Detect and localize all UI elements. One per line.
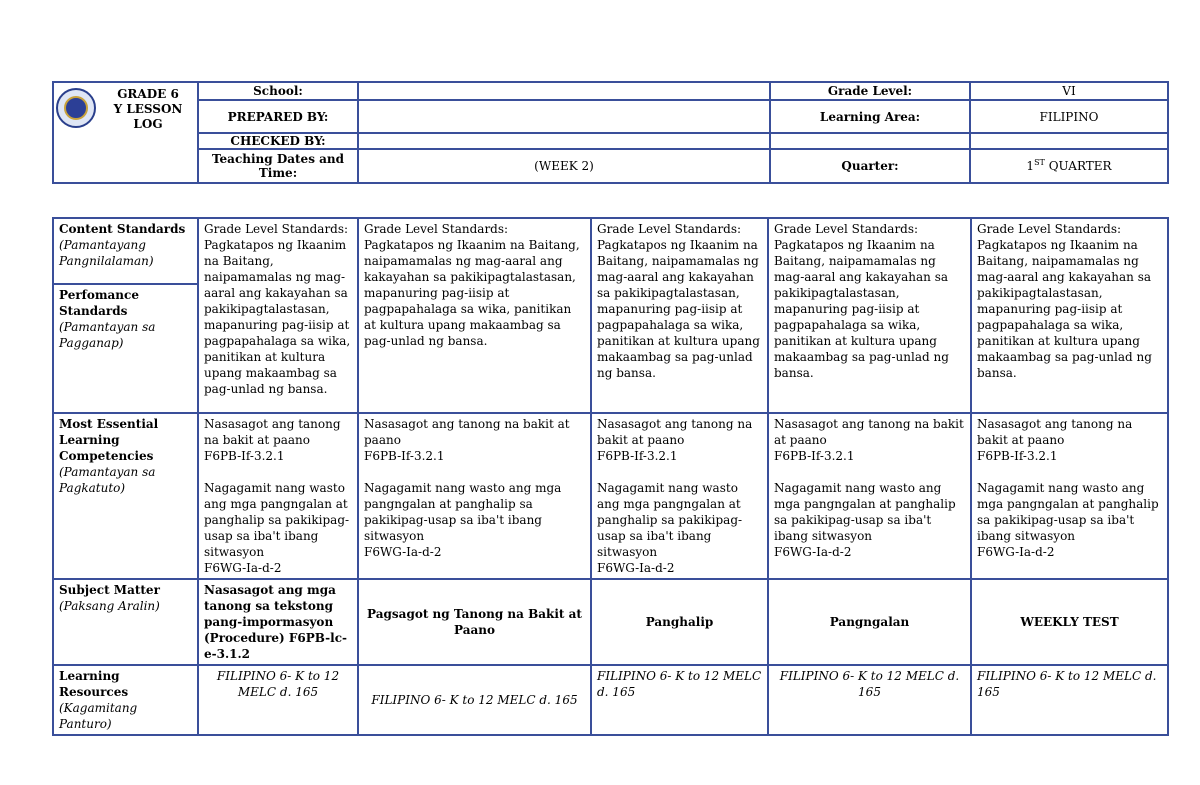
standards-cell-day-1 bbox=[198, 218, 358, 413]
competency-code-1: F6PB-If-3.2.1 bbox=[204, 449, 285, 463]
quarter-number: 1 bbox=[1026, 159, 1035, 173]
competency-2: Nagagamit nang wasto ang mga pangngalan at panghalip sa pakikipag-usap sa iba't ibang sitwasyon bbox=[364, 481, 562, 543]
standards-cell-day-5 bbox=[971, 218, 1168, 413]
competency-code-2: F6WG-Ia-d-2 bbox=[597, 561, 675, 575]
school-value bbox=[358, 82, 770, 100]
standards-label: Grade Level Standards: bbox=[774, 222, 919, 236]
competencies-cell-day-2 bbox=[358, 413, 591, 579]
subject-day-2: Pagsagot ng Tanong na Bakit at Paano bbox=[358, 579, 591, 665]
prepared-by-value bbox=[358, 100, 770, 133]
header-table bbox=[52, 81, 1169, 184]
competency-code-2: F6WG-Ia-d-2 bbox=[364, 545, 442, 559]
competency-1: Nasasagot ang tanong na bakit at paano bbox=[597, 417, 753, 447]
competency-1: Nasasagot ang tanong na bakit at paano bbox=[774, 417, 964, 447]
checked-by-value bbox=[358, 133, 770, 149]
quarter-label: Quarter: bbox=[770, 149, 970, 183]
subject-day-4: Pangngalan bbox=[768, 579, 971, 665]
learning-resources-title: Learning Resources bbox=[59, 669, 129, 699]
content-standards-title: Content Standards bbox=[59, 222, 186, 236]
competency-2: Nagagamit nang wasto ang mga pangngalan at panghalip sa pakikipag-usap sa iba't ibang sitwasyon bbox=[204, 481, 350, 559]
competencies-cell-day-5 bbox=[971, 413, 1168, 579]
subject-matter-header bbox=[53, 579, 198, 665]
teaching-dates-label: Teaching Dates and Time: bbox=[198, 149, 358, 183]
subject-day-5: WEEKLY TEST bbox=[971, 579, 1168, 665]
teaching-dates-value: (WEEK 2) bbox=[358, 149, 770, 183]
competency-1: Nasasagot ang tanong na bakit at paano bbox=[364, 417, 570, 447]
standards-text: Pagkatapos ng Ikaanim na Baitang, naipamamalas ng mag-aaral ang kakayahan sa pakikipagtalastasan, mapanuring pag-iisip at pagpapahalaga sa wika, panitikan at kultura upang makaambag sa pag-unlad ng bansa. bbox=[774, 238, 949, 380]
competency-code-1: F6PB-If-3.2.1 bbox=[364, 449, 445, 463]
grade-level-value: VI bbox=[970, 82, 1168, 100]
competency-code-2: F6WG-Ia-d-2 bbox=[204, 561, 282, 575]
competency-code-2: F6WG-Ia-d-2 bbox=[977, 545, 1055, 559]
content-standards-subtitle: (Pamantayang Pangnilalaman) bbox=[59, 238, 154, 268]
logo-cell bbox=[53, 82, 198, 183]
competency-2: Nagagamit nang wasto ang mga pangngalan at panghalip sa pakikipag-usap sa iba't ibang sitwasyon bbox=[977, 481, 1159, 543]
deped-seal-icon bbox=[56, 88, 96, 128]
checked-by-blank-1 bbox=[770, 133, 970, 149]
dll-title-line-2: Y LESSON bbox=[113, 102, 183, 116]
performance-standards-header bbox=[53, 284, 198, 413]
quarter-value bbox=[970, 149, 1168, 183]
competencies-title: Most Essential Learning Competencies bbox=[59, 417, 159, 463]
resource-day-2: FILIPINO 6- K to 12 MELC d. 165 bbox=[358, 665, 591, 735]
prepared-by-label: PREPARED BY: bbox=[198, 100, 358, 133]
competencies-header bbox=[53, 413, 198, 579]
quarter-word: QUARTER bbox=[1044, 159, 1112, 173]
school-label: School: bbox=[198, 82, 358, 100]
competency-2: Nagagamit nang wasto ang mga pangngalan at panghalip sa pakikipag-usap sa iba't ibang sitwasyon bbox=[774, 481, 956, 543]
performance-standards-subtitle: (Pamantayan sa Pagganap) bbox=[59, 320, 156, 350]
resource-day-4: FILIPINO 6- K to 12 MELC d. 165 bbox=[768, 665, 971, 735]
subject-day-3: Panghalip bbox=[591, 579, 768, 665]
subject-matter-title: Subject Matter bbox=[59, 583, 160, 597]
performance-standards-title: Perfomance Standards bbox=[59, 288, 139, 318]
competency-code-1: F6PB-If-3.2.1 bbox=[977, 449, 1058, 463]
resource-day-3: FILIPINO 6- K to 12 MELC d. 165 bbox=[591, 665, 768, 735]
learning-area-label: Learning Area: bbox=[770, 100, 970, 133]
competency-1: Nasasagot ang tanong na bakit at paano bbox=[977, 417, 1133, 447]
dll-title-line-3: LOG bbox=[133, 117, 163, 131]
competency-code-2: F6WG-Ia-d-2 bbox=[774, 545, 852, 559]
standards-text: Pagkatapos ng Ikaanim na Baitang, naipamamalas ng mag-aaral ang kakayahan sa pakikipagtalastasan, mapanuring pag-iisip at pagpapahalaga sa wika, panitikan at kultura upang makaambag sa pag-unlad ng bansa. bbox=[204, 238, 351, 396]
learning-area-value: FILIPINO bbox=[970, 100, 1168, 133]
standards-label: Grade Level Standards: bbox=[204, 222, 349, 236]
competency-1: Nasasagot ang tanong na bakit at paano bbox=[204, 417, 341, 447]
dll-title bbox=[98, 87, 198, 132]
standards-label: Grade Level Standards: bbox=[597, 222, 742, 236]
competency-code-1: F6PB-If-3.2.1 bbox=[774, 449, 855, 463]
competency-code-1: F6PB-If-3.2.1 bbox=[597, 449, 678, 463]
lesson-log-table bbox=[52, 217, 1169, 736]
dll-title-line-1: GRADE 6 bbox=[117, 87, 179, 101]
subject-day-1: Nasasagot ang mga tanong sa tekstong pang-impormasyon (Procedure) F6PB-lc-e-3.1.2 bbox=[198, 579, 358, 665]
learning-resources-subtitle: (Kagamitang Panturo) bbox=[59, 701, 138, 731]
subject-matter-subtitle: (Paksang Aralin) bbox=[59, 599, 160, 613]
resource-day-5: FILIPINO 6- K to 12 MELC d. 165 bbox=[971, 665, 1168, 735]
standards-text: Pagkatapos ng Ikaanim na Baitang, naipamamalas ng mag-aaral ang kakayahan sa pakikipagtalastasan, mapanuring pag-iisip at pagpapahalaga sa wika, panitikan at kultura upang makaambag sa pag-unlad ng bansa. bbox=[977, 238, 1152, 380]
learning-resources-header bbox=[53, 665, 198, 735]
content-standards-header bbox=[53, 218, 198, 284]
competencies-subtitle: (Pamantayan sa Pagkatuto) bbox=[59, 465, 156, 495]
standards-text: Pagkatapos ng Ikaanim na Baitang, naipamamalas ng mag-aaral ang kakayahan sa pakikipagtalastasan, mapanuring pag-iisip at pagpapahalaga sa wika, panitikan at kultura upang makaambag sa pag-unlad ng bansa. bbox=[597, 238, 760, 380]
standards-cell-day-2 bbox=[358, 218, 591, 413]
competencies-cell-day-4 bbox=[768, 413, 971, 579]
standards-text: Pagkatapos ng Ikaanim na Baitang, naipamamalas ng mag-aaral ang kakayahan sa pakikipagtalastasan, mapanuring pag-iisip at pagpapahalaga sa wika, panitikan at kultura upang makaambag sa pag-unlad ng bansa. bbox=[364, 238, 580, 348]
standards-label: Grade Level Standards: bbox=[977, 222, 1122, 236]
competency-2: Nagagamit nang wasto ang mga pangngalan at panghalip sa pakikipag-usap sa iba't ibang sitwasyon bbox=[597, 481, 743, 559]
checked-by-blank-2 bbox=[970, 133, 1168, 149]
resource-day-1: FILIPINO 6- K to 12 MELC d. 165 bbox=[198, 665, 358, 735]
standards-cell-day-3 bbox=[591, 218, 768, 413]
competencies-cell-day-1 bbox=[198, 413, 358, 579]
standards-cell-day-4 bbox=[768, 218, 971, 413]
standards-label: Grade Level Standards: bbox=[364, 222, 509, 236]
checked-by-label: CHECKED BY: bbox=[198, 133, 358, 149]
grade-level-label: Grade Level: bbox=[770, 82, 970, 100]
quarter-suffix: ST bbox=[1034, 158, 1045, 167]
competencies-cell-day-3 bbox=[591, 413, 768, 579]
